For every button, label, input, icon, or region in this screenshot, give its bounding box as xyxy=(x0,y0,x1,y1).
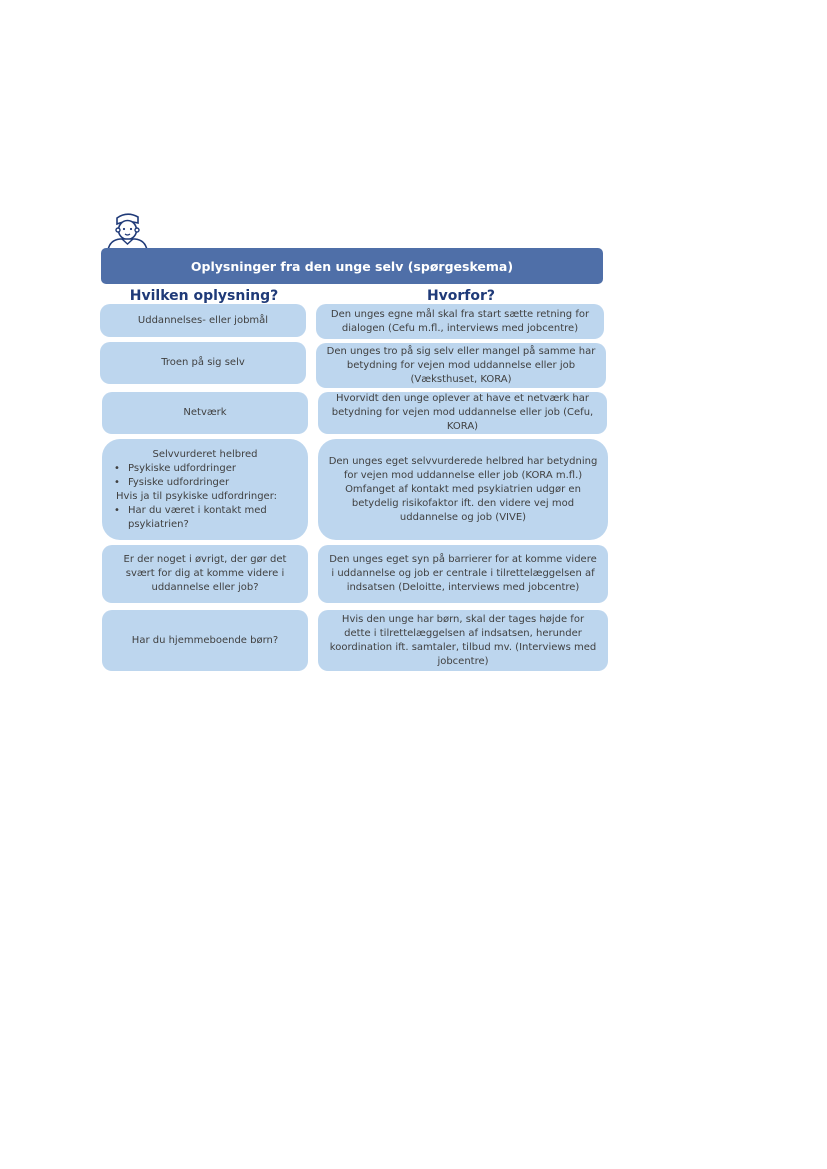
info-text: Netværk xyxy=(183,407,227,418)
info-text: Har du hjemmeboende børn? xyxy=(131,634,279,646)
psychiatry-bullet-list xyxy=(110,504,300,532)
info-box-children xyxy=(102,610,308,671)
reason-text: Hvis den unge har børn, skal der tages højde for dette i tilrettelæggelsen af indsatsen, herunder koordination ift. samtaler, tilbud mv. (Interviews med jobcentre) xyxy=(329,613,597,667)
reason-text: Den unges egne mål skal fra start sætte retning for dialogen (Cefu m.fl., interviews med jobcentre) xyxy=(330,308,590,334)
list-item: • Har du været i kontakt med psykiatrien? xyxy=(110,504,300,532)
reason-box-barriers xyxy=(318,545,608,603)
info-box-network xyxy=(102,392,308,434)
reason-text: Omfanget af kontakt med psykiatrien udgør en betydelig risikofaktor ift. den videre vej mod uddannelse og job (VIVE) xyxy=(345,483,581,523)
info-box-barriers xyxy=(102,545,308,603)
info-text: Er der noget i øvrigt, der gør det svært for dig at komme videre i uddannelse eller job? xyxy=(123,554,287,593)
info-title: Selvvurderet helbred xyxy=(152,448,258,460)
info-box-self-belief xyxy=(100,342,306,384)
reason-box-self-belief xyxy=(316,343,606,388)
list-item: • Psykiske udfordringer xyxy=(110,462,300,476)
info-followup: Hvis ja til psykiske udfordringer: xyxy=(116,490,278,502)
list-item: • Fysiske udfordringer xyxy=(110,476,300,490)
reason-box-health xyxy=(318,439,608,540)
person-icon xyxy=(104,212,150,250)
reason-box-network xyxy=(318,392,607,434)
info-text: Uddannelses- eller jobmål xyxy=(137,314,269,326)
reason-box-children xyxy=(318,610,608,671)
reason-text: Hvorvidt den unge oplever at have et netværk har betydning for vejen mod uddannelse eller job (Cefu, KORA) xyxy=(331,393,594,432)
reason-text: Den unges eget selvvurderede helbred har betydning for vejen mod uddannelse eller job (KORA m.fl.) xyxy=(328,455,598,481)
health-bullet-list xyxy=(110,462,300,490)
right-column-header: Hvorfor? xyxy=(426,288,496,304)
reason-text: Den unges tro på sig selv eller mangel på samme har betydning for vejen mod uddannelse eller job (Væksthuset, KORA) xyxy=(326,345,596,385)
left-column-header: Hvilken oplysning? xyxy=(129,288,279,304)
info-text: Troen på sig selv xyxy=(161,357,245,368)
info-box-education-goal xyxy=(100,304,306,337)
reason-text: Den unges eget syn på barrierer for at komme videre i uddannelse og job er centrale i tilrettelæggelsen af indsatsen (Deloitte, interviews med jobcentre) xyxy=(329,554,597,593)
banner-title: Oplysninger fra den unge selv (spørgeskema) xyxy=(101,248,603,284)
info-box-health xyxy=(102,439,308,540)
questionnaire-figure xyxy=(100,212,610,674)
reason-box-education-goal xyxy=(316,304,604,339)
